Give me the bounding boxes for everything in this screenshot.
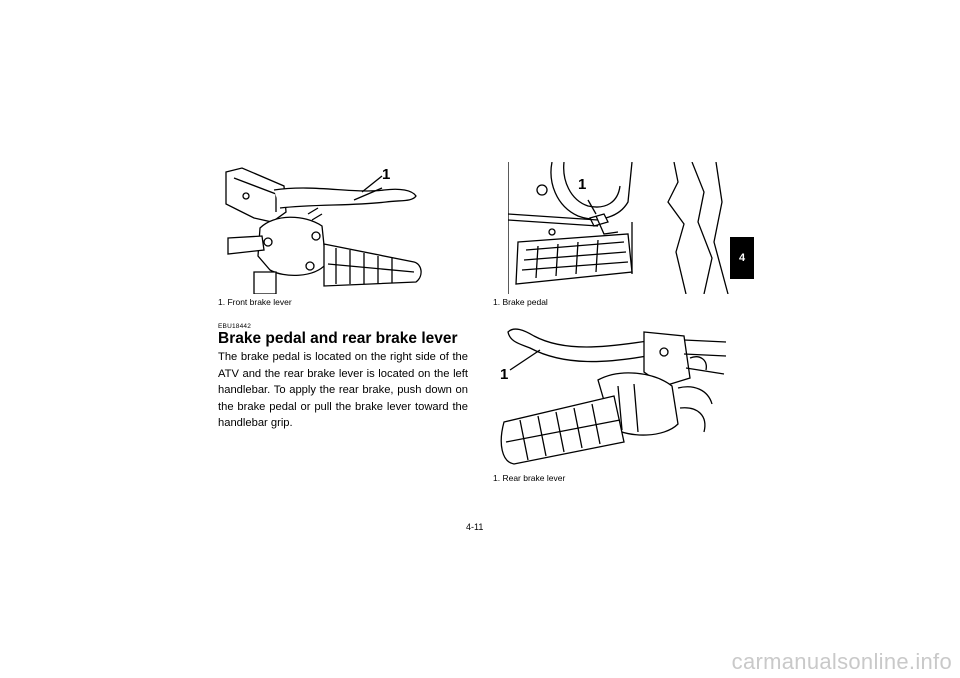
- watermark-text: carmanualsonline.info: [731, 649, 952, 674]
- front-brake-caption: 1. Front brake lever: [218, 297, 292, 307]
- brake-pedal-illustration: [508, 162, 730, 294]
- page-number: 4-11: [466, 522, 484, 532]
- chapter-tab: 4: [730, 237, 754, 279]
- section-code: EBU18442: [218, 323, 252, 330]
- rear-brake-caption: 1. Rear brake lever: [493, 473, 566, 483]
- section-heading: Brake pedal and rear brake lever: [218, 330, 458, 347]
- rear-brake-lever-illustration: [494, 324, 728, 466]
- brake-pedal-callout: 1: [578, 176, 587, 193]
- section-body: The brake pedal is located on the right side of the ATV and the rear brake lever is located on the left handlebar. To apply the rear brake, push down on the brake pedal or pull the brake lever toward the handlebar grip.: [218, 351, 468, 430]
- brake-pedal-caption: 1. Brake pedal: [493, 297, 548, 307]
- front-brake-callout: 1: [382, 166, 391, 183]
- front-brake-lever-illustration: [214, 164, 434, 294]
- rear-brake-callout: 1: [500, 366, 509, 383]
